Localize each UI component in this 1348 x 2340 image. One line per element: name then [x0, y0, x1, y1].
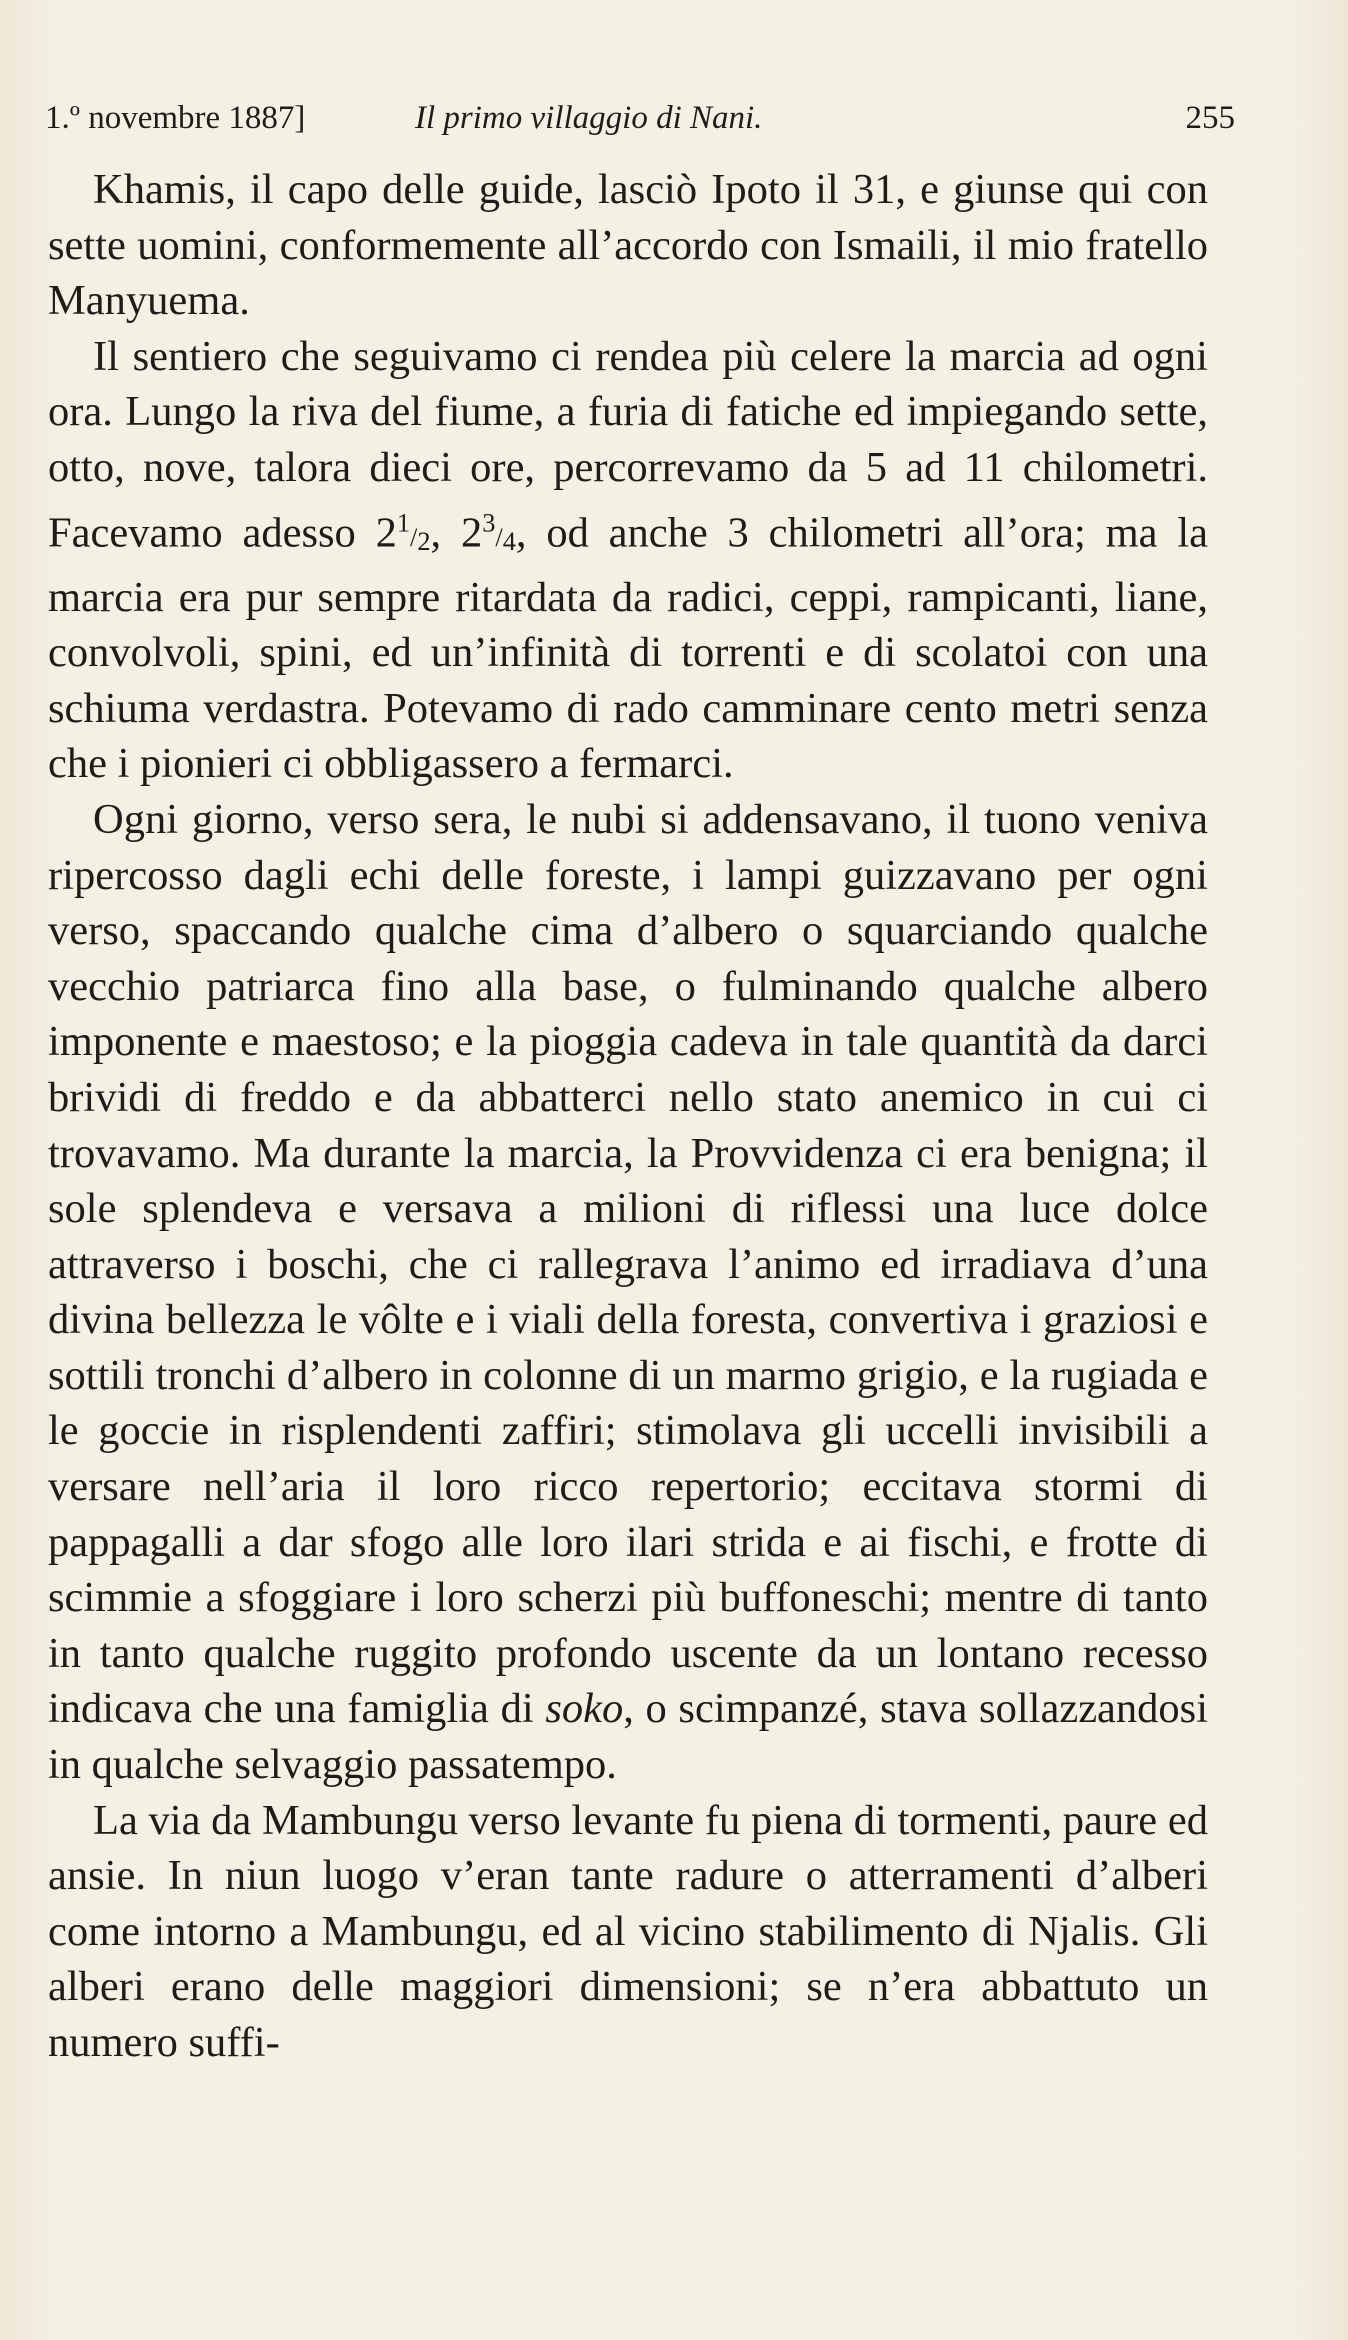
paragraph-3-end: , o scimpanzé, stava sollazzandosi in qualche selvaggio passatempo. [48, 1685, 1209, 1789]
paragraph-2-start: Il sentiero che seguivamo ci rendea più celere la marcia ad ogni ora. Lungo la riva del fiume, a furia di fatiche ed impiegando sette, otto, nove, talora dieci ore, percorrevamo da 5 ad 11 chilometri. Facevamo adesso 2 [48, 332, 1208, 557]
paragraph-3-start: Ogni giorno, verso sera, le nubi si addensavano, il tuono veniva ripercosso dagli echi delle foreste, i lampi guizzavano per ogni verso, spaccando qualche cima d’albero o squarciando qualche vecchio patriarca fino alla base, o fulminando qualche albero imponente e maestoso; e la pioggia cadeva in tale quantità da darci brividi di freddo e da abbatterci nello stato anemico in cui ci trovavamo. Ma durante la marcia, la Provvidenza ci era benigna; il sole splendeva e versava a milioni di riflessi una luce dolce attraverso i boschi, che ci rallegrava l’animo ed irradiava d’una divina bellezza le vôlte e i viali della foresta, convertiva i graziosi e sottili tronchi d’albero in colonne di un marmo grigio, e la rugiada e le goccie in risplendenti zaffiri; stimolava gli uccelli invisibili a versare nell’aria il loro ricco repertorio; eccitava stormi di pappagalli a dar sfogo alle loro ilari strida e ai fischi, e frotte di scimmie a sfoggiare i loro scherzi più buffoneschi; mentre di tanto in tanto qualche ruggito profondo uscente da un lontano recesso indicava che una famiglia di [48, 795, 1208, 1733]
paragraph-2-end: , od anche 3 chilometri all’ora; ma la marcia era pur sempre ritardata da radici, ceppi, rampicanti, liane, convolvoli, spini, ed un’infinità di torrenti e di scolatoi con una schiuma verdastra. Potevamo di rado camminare cento metri senza che i pionieri ci obbligassero a fermarci. [48, 509, 1208, 788]
body-text [48, 162, 1208, 2071]
paragraph-4: La via da Mambungu verso levante fu piena di tormenti, paure ed ansie. In niun luogo v’eran tante radure o atterramenti d’alberi come intorno a Mambungu, ed al vicino stabilimento di Njalis. Gli alberi erano delle maggiori dimensioni; se n’era abbattuto un numero suffi- [48, 1796, 1208, 2067]
paragraph-3 [48, 792, 1208, 1793]
paragraph-2-mid: , 2 [430, 509, 483, 557]
paragraph-2 [48, 329, 1208, 792]
page-number: 255 [1185, 100, 1235, 136]
fraction-half: $^1/_2$ [396, 508, 431, 556]
fraction-three-quarters-numerator: 3 [482, 508, 496, 538]
fraction-three-quarters-denominator: 4 [502, 526, 516, 556]
fraction-half-denominator: 2 [417, 526, 431, 556]
fraction-half-numerator: 1 [396, 508, 411, 538]
paragraph-1: Khamis, il capo delle guide, lasciò Ipoto il 31, e giunse qui con sette uomini, conformemente all’accordo con Ismaili, il mio fratello Manyuema. [48, 166, 1208, 325]
fraction-three-quarters: $^3/_4$ [482, 508, 516, 556]
running-header [45, 94, 1235, 142]
header-chapter-title: Il primo villaggio di Nani. [415, 100, 763, 136]
italic-soko: soko [545, 1685, 624, 1733]
header-date: 1.º novembre 1887] [45, 100, 306, 136]
